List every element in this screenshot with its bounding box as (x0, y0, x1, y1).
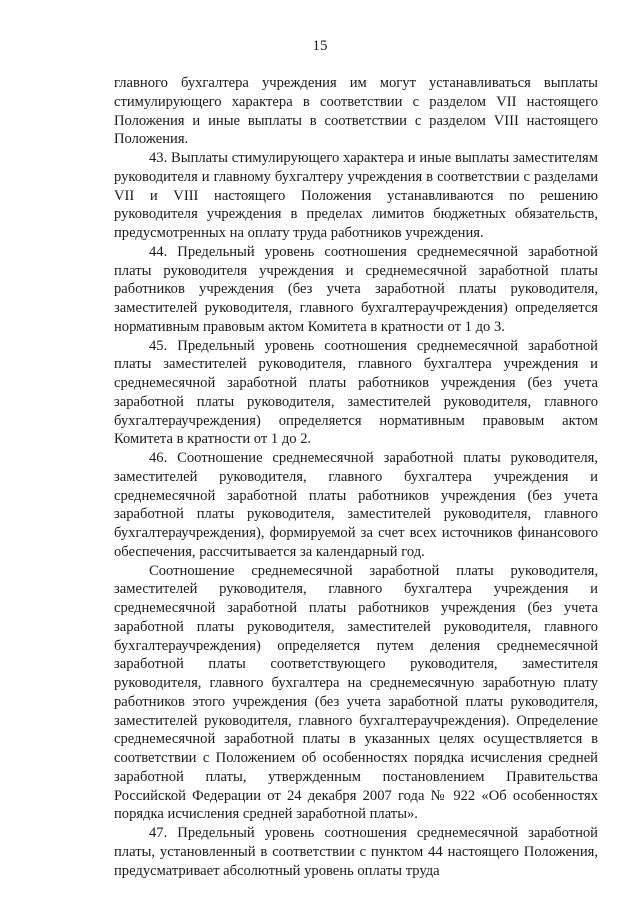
paragraph-46-ratio: Соотношение среднемесячной заработной платы руководителя, заместителей руководителя, главного бухгалтера учреждения и среднемесячной заработной платы работников учреждения (без учета заработной платы руководителя, заместителей руководителя, главного бухгалтераучреждения) определяется путем деления среднемесячной заработной платы соответствующего руководителя, заместителя руководителя, главного бухгалтера на среднемесячную заработную плату работников этого учреждения (без учета заработной платы руководителя, заместителей руководителя, главного бухгалтераучреждения). Определение среднемесячной заработной платы в указанных целях осуществляется в соответствии с Положением об особенностях порядка исчисления средней заработной платы, утвержденным постановлением Правительства Российской Федерации от 24 декабря 2007 года № 922 «Об особенностях порядка исчисления средней заработной платы». (114, 562, 598, 823)
paragraph-43: 43. Выплаты стимулирующего характера и иные выплаты заместителям руководителя и главному бухгалтеру учреждения в соответствии с разделами VII и VIII настоящего Положения устанавливаются по решению руководителя учреждения в пределах лимитов бюджетных обязательств, предусмотренных на оплату труда работников учреждения. (114, 150, 598, 241)
paragraph-47: 47. Предельный уровень соотношения среднемесячной заработной платы, установленный в соответствии с пунктом 44 настоящего Положения, предусматривает абсолютный уровень оплаты труда (114, 825, 598, 879)
page-number: 15 (312, 38, 328, 54)
paragraph-continuation: главного бухгалтера учреждения им могут устанавливаться выплаты стимулирующего характера в соответствии с разделом VII настоящего Положения и иные выплаты в соответствии с разделом VIII настоящего Положения. (114, 75, 598, 148)
paragraph-46: 46. Соотношение среднемесячной заработной платы руководителя, заместителей руководителя, главного бухгалтера учреждения и среднемесячной заработной платы работников учреждения (без учета заработной платы руководителя, заместителей руководителя, главного бухгалтераучреждения), формируемой за счет всех источников финансового обеспечения, рассчитывается за календарный год. (114, 450, 598, 560)
document-body (114, 74, 598, 880)
paragraph-44: 44. Предельный уровень соотношения среднемесячной заработной платы руководителя учреждения и среднемесячной заработной платы работников учреждения (без учета заработной платы руководителя, заместителей руководителя, главного бухгалтераучреждения) определяется нормативным правовым актом Комитета в кратности от 1 до 3. (114, 243, 598, 335)
paragraph-45: 45. Предельный уровень соотношения среднемесячной заработной платы заместителей руководителя, главного бухгалтера учреждения и среднемесячной заработной платы работников учреждения (без учета заработной платы руководителя, заместителей руководителя, главного бухгалтераучреждения) определяется нормативным правовым актом Комитета в кратности от 1 до 2. (114, 337, 598, 448)
